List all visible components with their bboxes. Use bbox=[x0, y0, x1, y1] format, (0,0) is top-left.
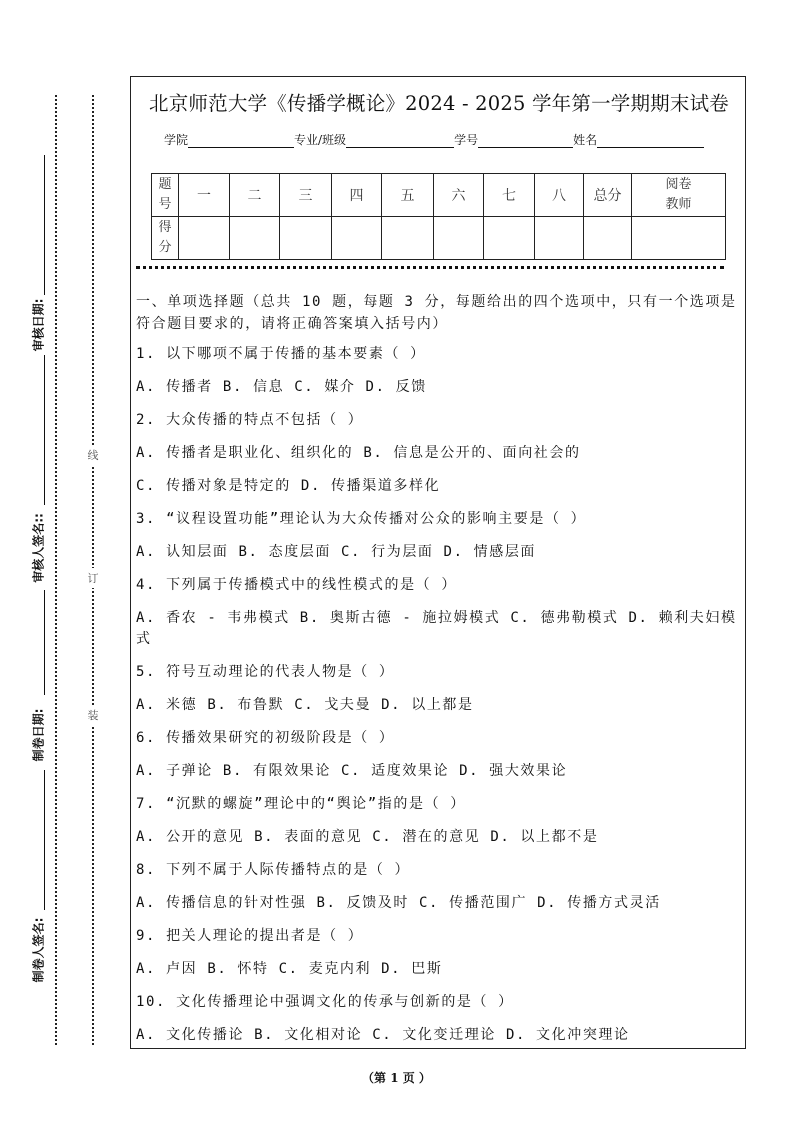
question-text: 7. “沉默的螺旋”理论中的“舆论”指的是（ ） bbox=[136, 796, 466, 812]
score-cell bbox=[584, 217, 632, 260]
dotted-separator bbox=[136, 266, 724, 269]
student-id-label: 学号 bbox=[454, 133, 479, 147]
binding-char: 订 bbox=[88, 568, 99, 588]
score-cell bbox=[382, 217, 434, 260]
reviewer-signature-label: 审核人签名:: bbox=[31, 513, 46, 583]
page-number: （第 1 页 ） bbox=[362, 1071, 431, 1085]
question-options: A. 米德 B. 布鲁默 C. 戈夫曼 D. 以上都是 bbox=[136, 697, 474, 713]
question-options: A. 文化传播论 B. 文化相对论 C. 文化变迁理论 D. 文化冲突理论 bbox=[136, 1027, 630, 1043]
row-label: 得 分 bbox=[152, 217, 179, 260]
question-options: A. 香农 - 韦弗模式 B. 奥斯古德 - 施拉姆模式 C. 德弗勒模式 D. 赖利夫妇模式 bbox=[136, 610, 737, 647]
question-options: A. 传播者 B. 信息 C. 媒介 D. 反馈 bbox=[136, 379, 427, 395]
binding-char: 装 bbox=[88, 705, 99, 725]
col-header: 七 bbox=[484, 174, 535, 217]
question-text: 5. 符号互动理论的代表人物是（ ） bbox=[136, 664, 395, 680]
college-field[interactable] bbox=[188, 133, 294, 148]
signature-line bbox=[44, 770, 45, 910]
score-table bbox=[151, 173, 726, 260]
score-cell bbox=[484, 217, 535, 260]
question-text: 3. “议程设置功能”理论认为大众传播对公众的影响主要是（ ） bbox=[136, 511, 587, 527]
question-text: 4. 下列属于传播模式中的线性模式的是（ ） bbox=[136, 577, 457, 593]
signature-line bbox=[44, 355, 45, 505]
col-header: 四 bbox=[332, 174, 382, 217]
binding-char: 线 bbox=[88, 445, 99, 465]
question-options: A. 认知层面 B. 态度层面 C. 行为层面 D. 情感层面 bbox=[136, 544, 537, 560]
maker-signature-label: 制卷人签名: bbox=[31, 917, 46, 983]
score-cell bbox=[179, 217, 230, 260]
row-label: 题 号 bbox=[152, 174, 179, 217]
name-label: 姓名 bbox=[573, 133, 598, 147]
col-header: 六 bbox=[434, 174, 484, 217]
make-date-label: 制卷日期: bbox=[31, 708, 46, 762]
score-cell bbox=[230, 217, 280, 260]
question-options: A. 卢因 B. 怀特 C. 麦克内利 D. 巴斯 bbox=[136, 961, 443, 977]
question-text: 2. 大众传播的特点不包括（ ） bbox=[136, 412, 364, 428]
col-header: 二 bbox=[230, 174, 280, 217]
section-heading: 一、单项选择题（总共 10 题，每题 3 分，每题给出的四个选项中，只有一个选项是符合题目要求的，请将正确答案填入括号内） bbox=[136, 294, 737, 332]
exam-title: 北京师范大学《传播学概论》2024 - 2025 学年第一学期期末试卷 bbox=[149, 92, 729, 115]
col-header: 总分 bbox=[584, 174, 632, 217]
question-options: A. 公开的意见 B. 表面的意见 C. 潜在的意见 D. 以上都不是 bbox=[136, 829, 599, 845]
review-date-label: 审核日期: bbox=[31, 298, 46, 352]
question-options: A. 传播信息的针对性强 B. 反馈及时 C. 传播范围广 D. 传播方式灵活 bbox=[136, 895, 661, 911]
question-options: C. 传播对象是特定的 D. 传播渠道多样化 bbox=[136, 478, 441, 494]
dotted-cut-line bbox=[55, 95, 57, 1045]
signature-line bbox=[44, 590, 45, 695]
question-options: A. 子弹论 B. 有限效果论 C. 适度效果论 D. 强大效果论 bbox=[136, 763, 568, 779]
question-options: A. 传播者是职业化、组织化的 B. 信息是公开的、面向社会的 bbox=[136, 445, 581, 461]
major-field[interactable] bbox=[346, 133, 454, 148]
col-header: 八 bbox=[535, 174, 584, 217]
question-text: 9. 把关人理论的提出者是（ ） bbox=[136, 928, 364, 944]
section-choice bbox=[136, 291, 742, 1058]
table-row bbox=[152, 174, 726, 217]
student-info-row bbox=[164, 131, 704, 148]
college-label: 学院 bbox=[164, 133, 189, 147]
col-header: 一 bbox=[179, 174, 230, 217]
table-row bbox=[152, 217, 726, 260]
question-list bbox=[136, 344, 742, 1046]
student-id-field[interactable] bbox=[478, 133, 573, 148]
col-header: 三 bbox=[280, 174, 332, 217]
score-cell bbox=[280, 217, 332, 260]
name-field[interactable] bbox=[597, 133, 704, 148]
major-label: 专业/班级 bbox=[294, 133, 347, 147]
grader-header: 阅卷 教师 bbox=[632, 174, 726, 217]
question-text: 10. 文化传播理论中强调文化的传承与创新的是（ ） bbox=[136, 994, 514, 1010]
question-text: 6. 传播效果研究的初级阶段是（ ） bbox=[136, 730, 395, 746]
signature-line bbox=[44, 155, 45, 295]
score-cell bbox=[535, 217, 584, 260]
question-text: 8. 下列不属于人际传播特点的是（ ） bbox=[136, 862, 411, 878]
question-text: 1. 以下哪项不属于传播的基本要素（ ） bbox=[136, 346, 426, 362]
col-header: 五 bbox=[382, 174, 434, 217]
score-cell bbox=[434, 217, 484, 260]
score-cell bbox=[332, 217, 382, 260]
score-cell bbox=[632, 217, 726, 260]
